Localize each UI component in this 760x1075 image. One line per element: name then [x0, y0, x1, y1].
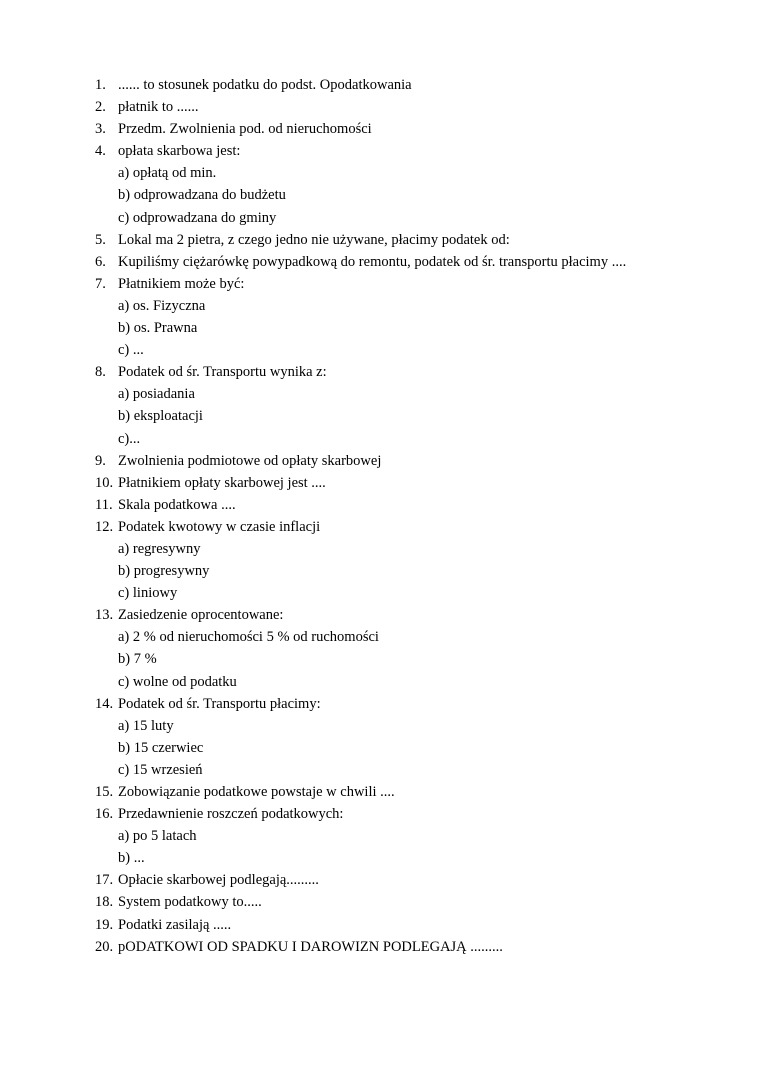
answer-option [95, 626, 715, 648]
item-number: 17. [95, 872, 114, 889]
item-number: 10. [95, 474, 114, 491]
item-text: Podatek od śr. Transportu wynika z: [118, 364, 327, 381]
question-item [95, 494, 715, 516]
answer-option [95, 671, 715, 693]
answer-option [95, 162, 715, 184]
item-text: ...... to stosunek podatku do podst. Opodatkowania [118, 77, 412, 93]
question-list [95, 74, 715, 958]
item-text: opłata skarbowa jest: [118, 143, 241, 160]
item-text: Przedawnienie roszczeń podatkowych: [118, 806, 344, 823]
question-item [95, 693, 715, 715]
answer-option [95, 428, 715, 450]
question-item [95, 361, 715, 383]
question-item [95, 869, 715, 891]
item-text: c) 15 wrzesień [118, 761, 203, 778]
item-number: 13. [95, 607, 114, 624]
item-text: b) 15 czerwiec [118, 739, 204, 756]
question-item [95, 229, 715, 251]
answer-option [95, 383, 715, 405]
item-number: 7. [95, 275, 106, 292]
item-number: 6. [95, 253, 106, 270]
answer-option [95, 538, 715, 560]
item-text: Przedm. Zwolnienia pod. od nieruchomości [118, 121, 372, 138]
question-item [95, 450, 715, 472]
answer-option [95, 847, 715, 869]
answer-option [95, 184, 715, 206]
answer-option [95, 317, 715, 339]
item-text: b) odprowadzana do budżetu [118, 187, 286, 204]
answer-option [95, 560, 715, 582]
item-text: Podatek od śr. Transportu płacimy: [118, 695, 321, 712]
answer-option [95, 715, 715, 737]
item-text: Zobowiązanie podatkowe powstaje w chwili .... [118, 784, 395, 800]
item-text: Kupiliśmy ciężarówkę powypadkową do remontu, podatek od śr. transportu płacimy .... [118, 253, 627, 270]
item-text: c) wolne od podatku [118, 673, 237, 690]
question-item [95, 516, 715, 538]
item-number: 15. [95, 784, 114, 800]
item-text: Skala podatkowa .... [118, 496, 236, 513]
answer-option [95, 737, 715, 759]
answer-option [95, 648, 715, 670]
question-item [95, 96, 715, 118]
item-text: a) 15 luty [118, 717, 174, 734]
item-text: Zasiedzenie oprocentowane: [118, 607, 284, 624]
item-text: b) eksploatacji [118, 408, 203, 425]
question-item [95, 251, 715, 273]
item-text: Opłacie skarbowej podlegają......... [118, 872, 319, 889]
item-number: 1. [95, 77, 106, 93]
question-item [95, 936, 715, 958]
item-number: 20. [95, 938, 114, 955]
item-text: a) opłatą od min. [118, 165, 217, 182]
item-text: Podatki zasilają ..... [118, 916, 232, 933]
answer-option [95, 759, 715, 781]
answer-option [95, 825, 715, 847]
item-number: 5. [95, 231, 106, 248]
item-text: b) 7 % [118, 651, 157, 668]
item-text: Podatek kwotowy w czasie inflacji [118, 518, 321, 535]
question-item [95, 472, 715, 494]
item-text: System podatkowy to..... [118, 894, 262, 911]
item-number: 12. [95, 518, 114, 535]
item-text: a) os. Fizyczna [118, 297, 206, 314]
item-text: a) 2 % od nieruchomości 5 % od ruchomości [118, 629, 379, 646]
item-number: 19. [95, 916, 114, 933]
question-item [95, 273, 715, 295]
item-text: Zwolnienia podmiotowe od opłaty skarbowej [118, 452, 382, 469]
item-text: c)... [118, 430, 141, 447]
item-text: pODATKOWI OD SPADKU I DAROWIZN PODLEGAJĄ ......... [118, 938, 503, 955]
answer-option [95, 339, 715, 361]
item-text: Płatnikiem może być: [118, 275, 245, 292]
question-item [95, 891, 715, 913]
item-number: 16. [95, 806, 114, 823]
item-text: c) liniowy [118, 585, 178, 602]
item-number: 11. [95, 496, 113, 513]
item-number: 4. [95, 143, 106, 160]
item-number: 2. [95, 99, 106, 116]
item-text: a) po 5 latach [118, 828, 197, 845]
answer-option [95, 295, 715, 317]
question-item [95, 118, 715, 140]
question-item [95, 781, 715, 803]
item-text: c) ... [118, 342, 144, 359]
item-text: b) ... [118, 850, 145, 867]
question-item [95, 604, 715, 626]
item-text: b) progresywny [118, 563, 210, 580]
answer-option [95, 582, 715, 604]
item-number: 14. [95, 695, 114, 712]
item-text: a) posiadania [118, 386, 195, 403]
answer-option [95, 207, 715, 229]
item-number: 8. [95, 364, 106, 381]
item-text: c) odprowadzana do gminy [118, 209, 277, 226]
question-item [95, 803, 715, 825]
item-number: 3. [95, 121, 106, 138]
question-item [95, 74, 715, 96]
item-number: 18. [95, 894, 114, 911]
item-text: b) os. Prawna [118, 320, 198, 337]
item-number: 9. [95, 452, 106, 469]
item-text: płatnik to ...... [118, 99, 199, 116]
item-text: Lokal ma 2 pietra, z czego jedno nie używane, płacimy podatek od: [118, 231, 510, 248]
question-item [95, 140, 715, 162]
answer-option [95, 405, 715, 427]
question-item [95, 914, 715, 936]
item-text: a) regresywny [118, 540, 201, 557]
item-text: Płatnikiem opłaty skarbowej jest .... [118, 474, 326, 491]
